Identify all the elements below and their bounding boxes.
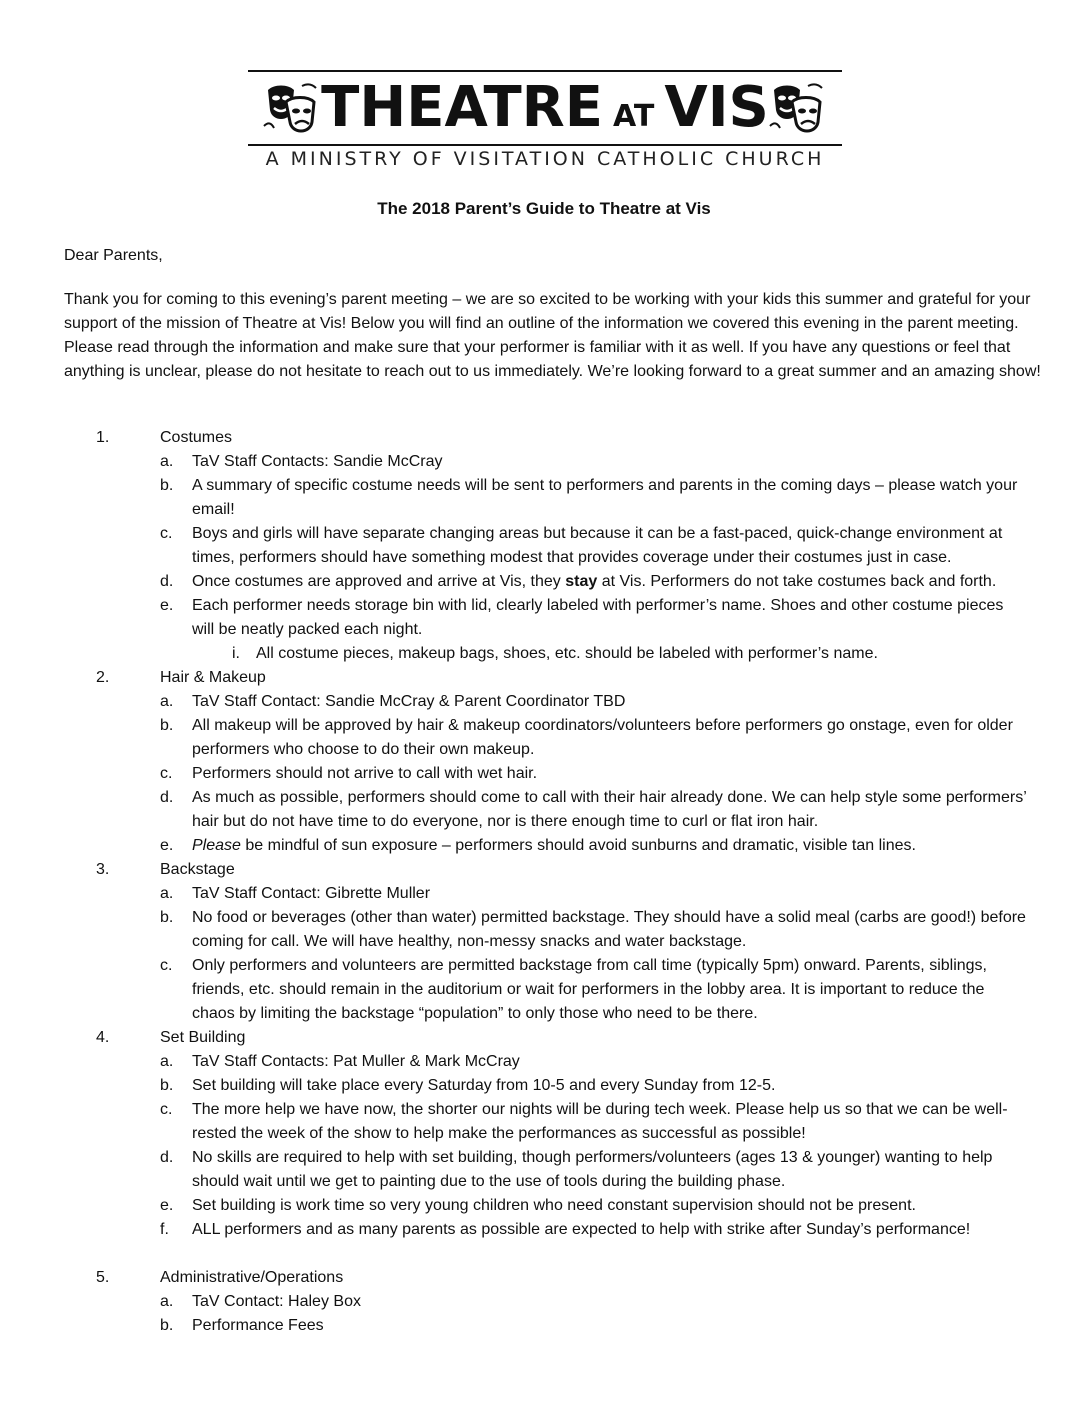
list-item: b. No food or beverages (other than water) permitted backstage. They should have a solid meal (carbs are good!) before coming for call. We will have healthy, non-messy snacks and water backstage. bbox=[160, 909, 1026, 950]
emphasis-text: stay bbox=[565, 573, 598, 590]
section-title: Hair & Makeup bbox=[160, 669, 266, 686]
logo-word-vis: VIS bbox=[664, 75, 769, 140]
section-number: 1. bbox=[96, 429, 110, 446]
letterhead-tagline: A MINISTRY OF VISITATION CATHOLIC CHURCH bbox=[265, 148, 825, 170]
list-item: c. Performers should not arrive to call with wet hair. bbox=[160, 765, 538, 782]
letterhead bbox=[248, 68, 842, 176]
logo-word-at: AT bbox=[613, 99, 655, 134]
greeting: Dear Parents, bbox=[64, 247, 163, 264]
list-item: b. A summary of specific costume needs will be sent to performers and parents in the coming days – please watch your email! bbox=[160, 477, 1018, 518]
section-administrative-operations bbox=[0, 1266, 1088, 1338]
logo-word-theatre: THEATRE bbox=[321, 75, 604, 140]
section-backstage bbox=[0, 858, 1088, 1026]
list-item: d. Once costumes are approved and arrive at Vis, they stay at Vis. Performers do not take costumes back and forth. bbox=[160, 573, 997, 590]
list-item: b. Performance Fees bbox=[160, 1317, 324, 1334]
section-set-building bbox=[0, 1026, 1088, 1242]
theatre-masks-icon bbox=[768, 80, 824, 138]
list-item: a. TaV Staff Contacts: Sandie McCray bbox=[160, 453, 443, 470]
section-title: Backstage bbox=[160, 861, 235, 878]
outline-list bbox=[0, 426, 1088, 1338]
list-item: e. Please be mindful of sun exposure – performers should avoid sunburns and dramatic, visible tan lines. bbox=[160, 837, 916, 854]
intro-paragraph: Thank you for coming to this evening’s parent meeting – we are so excited to be working with your kids this summer and grateful for your support of the mission of Theatre at Vis! Below you will find an outline of the information we covered this evening in the parent meeting. Please read through the information and make sure that your performer is familiar with it as well. If you have any questions or feel that anything is unclear, please do not hesitate to reach out to us immediately. We’re looking forward to a great summer and an amazing show! bbox=[64, 291, 1041, 380]
list-item: a. TaV Contact: Haley Box bbox=[160, 1293, 361, 1310]
section-title: Administrative/Operations bbox=[160, 1269, 344, 1286]
list-item: d. As much as possible, performers should come to call with their hair already done. We can help style some performers’ hair but do not have time to do everyone, nor is there enough time to curl or flat iron hair. bbox=[160, 789, 1027, 830]
list-item: b. All makeup will be approved by hair & makeup coordinators/volunteers before performers go onstage, even for older performers who choose to do their own makeup. bbox=[160, 717, 1013, 758]
section-number: 3. bbox=[96, 861, 110, 878]
list-item: d. No skills are required to help with set building, though performers/volunteers (ages 13 & younger) wanting to help should wait until we get to painting due to the use of tools during the building phase. bbox=[160, 1149, 993, 1190]
section-title: Costumes bbox=[160, 429, 233, 446]
list-item: c. Boys and girls will have separate changing areas but because it can be a fast-paced, quick-change environment at times, performers should have something modest that provides coverage under their costumes just in case. bbox=[160, 525, 1003, 566]
document-title: The 2018 Parent’s Guide to Theatre at Vis bbox=[377, 199, 711, 218]
list-item: b. Set building will take place every Saturday from 10-5 and every Sunday from 12-5. bbox=[160, 1077, 776, 1094]
sub-list-item: i. All costume pieces, makeup bags, shoes, etc. should be labeled with performer’s name. bbox=[232, 645, 878, 662]
section-hair-makeup bbox=[0, 666, 1088, 858]
list-item: a. TaV Staff Contact: Sandie McCray & Parent Coordinator TBD bbox=[160, 693, 626, 710]
list-item: a. TaV Staff Contact: Gibrette Muller bbox=[160, 885, 431, 902]
theatre-masks-icon bbox=[262, 80, 318, 138]
section-costumes bbox=[0, 426, 1088, 666]
section-number: 2. bbox=[96, 669, 110, 686]
list-item: a. TaV Staff Contacts: Pat Muller & Mark McCray bbox=[160, 1053, 520, 1070]
letterhead-bottom-rule bbox=[248, 144, 842, 146]
section-title: Set Building bbox=[160, 1029, 246, 1046]
list-item: f. ALL performers and as many parents as possible are expected to help with strike after Sunday’s performance! bbox=[160, 1221, 971, 1238]
list-item: e. Set building is work time so very young children who need constant supervision should not be present. bbox=[160, 1197, 916, 1214]
list-item: e. Each performer needs storage bin with lid, clearly labeled with performer’s name. Shoes and other costume pieces will be neatly packed each night. bbox=[160, 597, 1004, 638]
logo-wordmark bbox=[321, 75, 769, 140]
letterhead-top-rule bbox=[248, 70, 842, 72]
list-item: c. Only performers and volunteers are permitted backstage from call time (typically 5pm) onward. Parents, siblings, friends, etc. should remain in the auditorium or wait for performers in the lobby area. It is important to reduce the chaos by limiting the backstage “population” to only those who need to be there. bbox=[160, 957, 987, 1022]
list-item: c. The more help we have now, the shorter our nights will be during tech week. Please help us so that we can be well-rested the week of the show to help make the performances as successful as possible! bbox=[160, 1101, 1008, 1142]
section-number: 5. bbox=[96, 1269, 110, 1286]
section-number: 4. bbox=[96, 1029, 110, 1046]
section-spacer bbox=[0, 1242, 1088, 1266]
emphasis-text: Please bbox=[192, 837, 241, 854]
